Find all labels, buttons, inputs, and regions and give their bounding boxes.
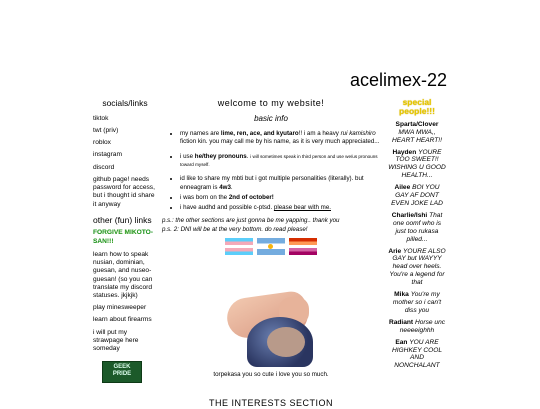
geek-pride-line2: PRIDE [112,371,132,377]
ps2-note: p.s. 2: DNI will be at the very bottom. do read please! [162,226,308,234]
site-title: acelimex-22 [350,70,448,90]
geek-pride-button [102,361,142,383]
list-item: • i use he/they pronouns. i will sometimes speak in third person and use we/us pronouns toward myself. [180,153,380,170]
link-minesweeper[interactable]: play minesweeper [93,304,147,312]
argentina-flag-icon [257,238,285,255]
socials-heading: socials/links [102,98,148,108]
ps-note: p.s.: the other sections are just gonna be me yapping.. thank you [162,216,340,224]
geek-pride-line1: GEEK [113,364,131,371]
list-item: Ean YOU ARE HIGHKEY COOL AND NONCHALANT [391,338,443,370]
list-item: Charlie/Ishi That one oomf who is just too rukasa pilled... [391,211,443,243]
list-item: Radiant Horse unc neeeeighhh [388,318,446,334]
special-people-heading: special people!!! [399,97,435,116]
list-item: • i was born on the 2nd of october! [180,194,380,202]
lesbian-flag-icon [289,238,317,255]
interests-section-heading: THE INTERESTS SECTION [208,397,333,408]
right-sidebar [387,98,447,374]
list-item: • my names are lime, ren, ace, and kyutaro!! i am a heavy rui kamishiro fiction kin. you may call me by his name, as it is very much appreciated... [180,130,380,147]
left-sidebar [93,98,157,383]
info-list [162,130,380,213]
trans-flag-icon [225,238,253,255]
forgive-mikoto-link[interactable]: FORGIVE MIKOTO-SAN!!! [93,229,157,245]
link-roblox[interactable]: roblox [93,139,111,147]
list-item: Ailee BOI YOU GAY AF DONT EVEN JOKE LAD [391,184,443,207]
basic-info-heading: basic info [254,114,288,124]
list-item: Hayden YOURE TOO SWEET!! WISHING U GOOD HEALTH... [388,148,446,180]
list-item: Mika You're my mother so i can't diss you [392,291,442,314]
link-instagram[interactable]: instagram [93,151,122,159]
link-strawpage[interactable]: i will put my strawpage here someday [93,328,139,353]
list-item: Arie YOURE ALSO GAY but WAYYY head over heels. You're a legend for that [388,247,446,287]
image-caption: torpekasa you so cute i love you so much. [213,370,329,378]
bear-with-me-link[interactable]: please bear with me. [273,204,331,212]
link-github[interactable]: github page! needs password for access, but i thought id share it anyway [93,175,155,208]
link-firearms[interactable]: learn about firearms [93,316,152,324]
link-languages[interactable]: learn how to speak nusian, dominian, guesan, and nuseo-guesan! (so you can translate my discord statuses. jkjkjk) [93,250,153,299]
link-tiktok[interactable]: tiktok [93,114,109,122]
welcome-heading: welcome to my website! [217,98,325,108]
link-twitter[interactable]: twt (priv) [93,126,119,134]
other-links-heading: other (fun) links [93,214,152,225]
link-discord[interactable]: discord [93,163,115,171]
list-item: Sparta/Clover MWA MWA,, HEART HEART!! [392,120,442,144]
torpekasa-image [217,287,325,367]
list-item: • i have audhd and possible c-ptsd. please bear with me. [180,204,380,212]
list-item: • id like to share my mbti but i got multiple personalities (literally). but enneagram is 4w3. [180,175,380,192]
main-content [162,97,380,409]
flag-row [162,238,380,255]
